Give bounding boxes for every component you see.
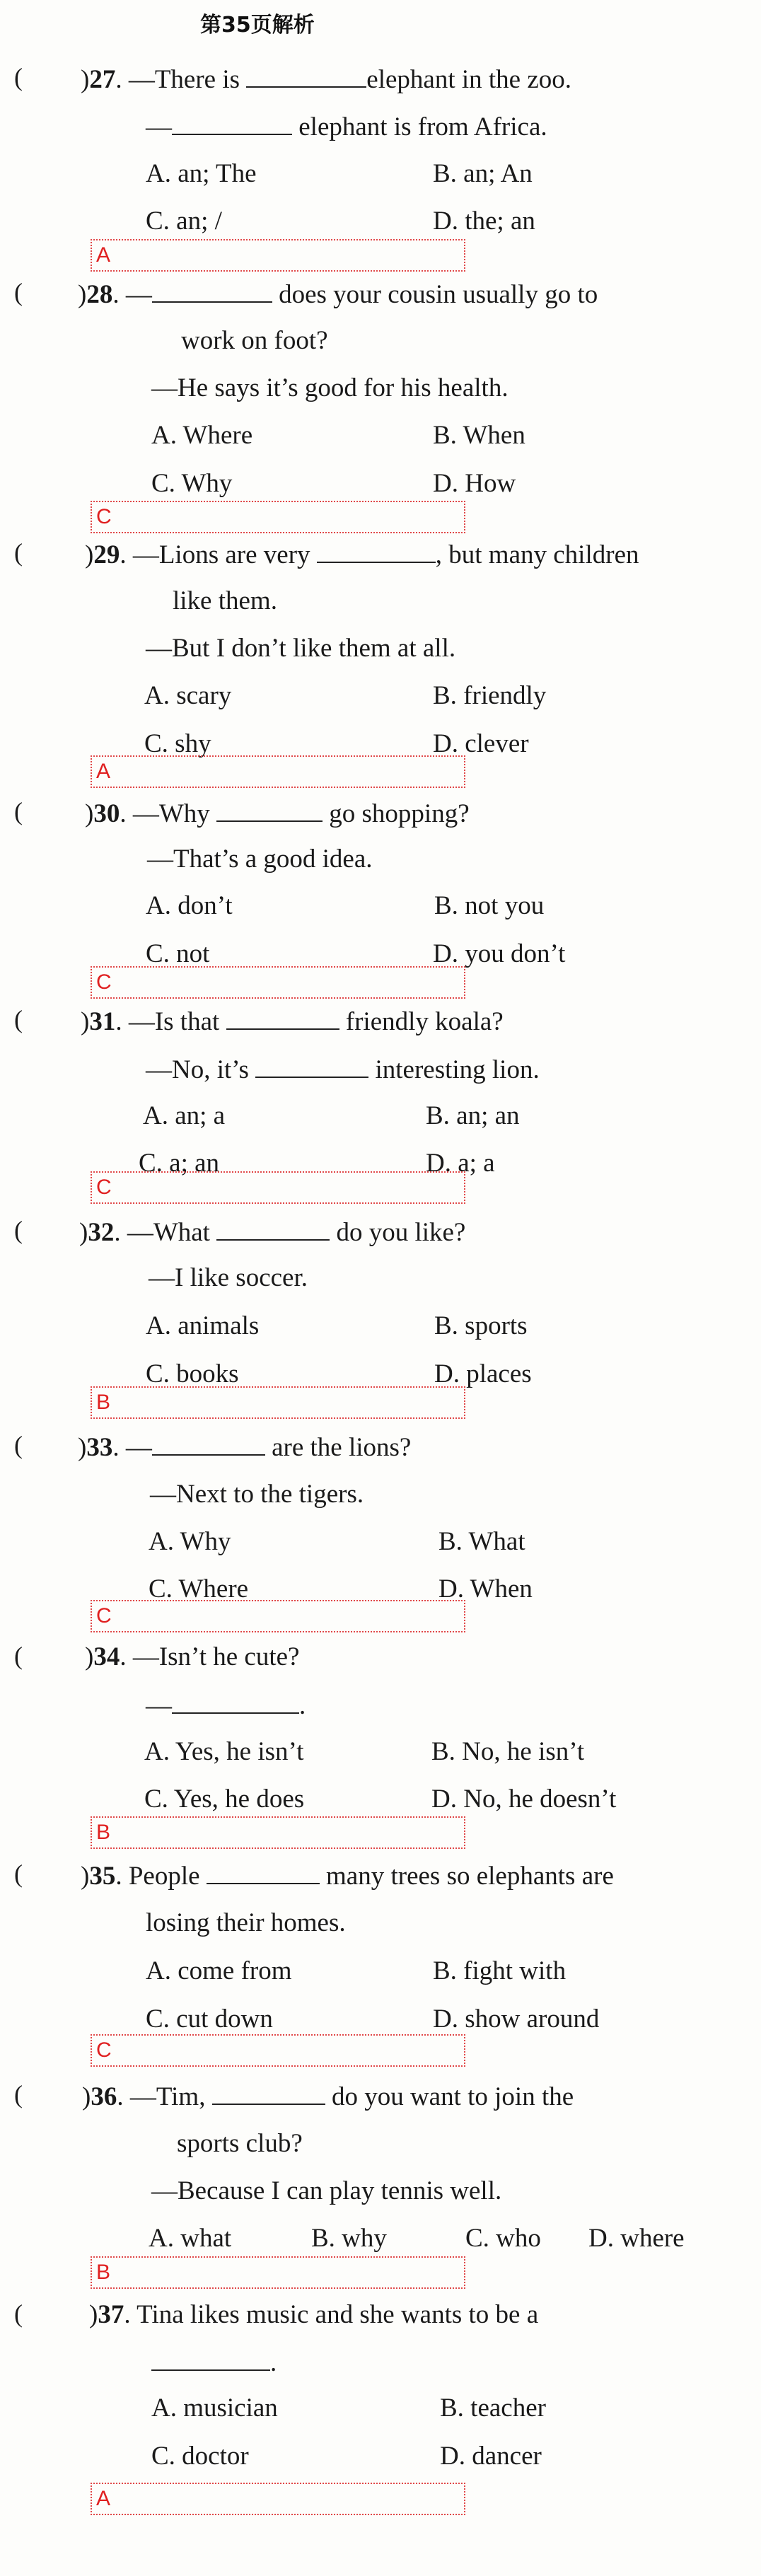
- question-line: work on foot?: [181, 326, 328, 355]
- answer-paren: (: [14, 1642, 23, 1670]
- answer-box: [91, 2034, 465, 2067]
- option-c: C. an; /: [146, 207, 222, 236]
- question-number: 27: [89, 65, 116, 94]
- answer-paren: (: [14, 538, 23, 567]
- question-line: )31. —Is that friendly koala?: [81, 1007, 504, 1036]
- option-c: C. Where: [149, 1574, 249, 1603]
- option-d: D. When: [438, 1574, 533, 1603]
- option-d: D. No, he doesn’t: [431, 1785, 617, 1814]
- option-d: D. show around: [433, 2004, 600, 2033]
- question-line: —I like soccer.: [149, 1263, 308, 1292]
- question-line: )33. — are the lions?: [78, 1433, 412, 1462]
- answer-box: [91, 2483, 465, 2515]
- blank: [216, 1218, 330, 1241]
- page-title: 第35页解析: [200, 13, 315, 37]
- question-line: sports club?: [177, 2129, 303, 2158]
- question-number: 35: [89, 1862, 116, 1891]
- answer-letter: C: [96, 1176, 112, 1199]
- option-a: A. Yes, he isn’t: [144, 1737, 304, 1766]
- question-line: )32. —What do you like?: [79, 1218, 466, 1247]
- option-b: B. friendly: [433, 681, 547, 710]
- option-b: B. fight with: [433, 1956, 567, 1985]
- question-line: —But I don’t like them at all.: [146, 634, 456, 663]
- question-line: )30. —Why go shopping?: [85, 799, 470, 828]
- option-c: C. doctor: [151, 2442, 249, 2471]
- option-a: A. musician: [151, 2394, 278, 2423]
- option-d: D. How: [433, 469, 516, 498]
- answer-box: [91, 501, 465, 533]
- answer-paren: (: [14, 278, 23, 306]
- blank: [246, 65, 366, 88]
- option-c: C. cut down: [146, 2004, 273, 2033]
- option-c: C. a; an: [139, 1149, 220, 1178]
- question-number: 29: [93, 540, 120, 569]
- question-line: )28. — does your cousin usually go to: [78, 280, 598, 309]
- answer-paren: (: [14, 1216, 23, 1244]
- question-line: )29. —Lions are very , but many children: [85, 540, 639, 569]
- answer-letter: B: [96, 2261, 111, 2284]
- option-b: B. why: [311, 2224, 387, 2253]
- question-line: —Because I can play tennis well.: [151, 2176, 502, 2205]
- question-number: 36: [91, 2082, 117, 2111]
- blank: [226, 1007, 339, 1030]
- answer-paren: (: [14, 2299, 23, 2328]
- question-line: )36. —Tim, do you want to join the: [82, 2082, 574, 2111]
- option-c: C. books: [146, 1359, 239, 1388]
- option-d: D. places: [434, 1359, 532, 1388]
- answer-letter: C: [96, 1604, 112, 1628]
- answer-letter: A: [96, 760, 111, 783]
- option-c: C. shy: [144, 729, 211, 758]
- option-a: A. what: [149, 2224, 232, 2253]
- question-line: — .: [146, 1691, 306, 1720]
- question-line: — elephant is from Africa.: [146, 112, 547, 141]
- question-line: )37. Tina likes music and she wants to be a: [89, 2300, 539, 2329]
- question-number: 32: [88, 1218, 115, 1247]
- option-d: D. dancer: [440, 2442, 542, 2471]
- option-d: D. you don’t: [433, 939, 566, 968]
- answer-letter: A: [96, 243, 111, 267]
- option-c: C. not: [146, 939, 210, 968]
- blank: [317, 540, 436, 563]
- option-a: A. Why: [149, 1527, 231, 1556]
- answer-box: [91, 1171, 465, 1204]
- option-a: A. Where: [151, 421, 253, 450]
- option-b: B. When: [433, 421, 525, 450]
- option-b: B. What: [438, 1527, 525, 1556]
- blank: [207, 1862, 320, 1884]
- blank: [151, 2348, 270, 2371]
- answer-box: [91, 1386, 465, 1419]
- answer-box: [91, 1816, 465, 1849]
- question-line: —That’s a good idea.: [147, 845, 373, 874]
- option-b: B. an; An: [433, 159, 533, 188]
- option-c: C. who: [465, 2224, 541, 2253]
- question-number: 37: [98, 2300, 124, 2329]
- option-d: D. the; an: [433, 207, 535, 236]
- answer-box: [91, 239, 465, 272]
- blank: [172, 112, 292, 135]
- question-line: .: [151, 2348, 277, 2376]
- option-b: B. an; an: [426, 1101, 520, 1130]
- answer-box: [91, 1600, 465, 1632]
- answer-box: [91, 2256, 465, 2289]
- option-a: A. an; The: [146, 159, 257, 188]
- answer-box: [91, 755, 465, 788]
- question-line: —He says it’s good for his health.: [151, 373, 509, 402]
- option-a: A. scary: [144, 681, 232, 710]
- answer-letter: A: [96, 2487, 111, 2510]
- answer-letter: B: [96, 1391, 111, 1414]
- blank: [255, 1055, 368, 1078]
- question-number: 28: [86, 280, 113, 309]
- answer-paren: (: [14, 63, 23, 91]
- blank: [212, 2082, 325, 2105]
- option-a: A. animals: [146, 1311, 260, 1340]
- option-b: B. teacher: [440, 2394, 546, 2423]
- blank: [152, 1433, 265, 1456]
- answer-letter: C: [96, 505, 112, 528]
- blank: [172, 1691, 299, 1714]
- question-line: like them.: [173, 586, 277, 615]
- option-a: A. an; a: [143, 1101, 226, 1130]
- option-c: C. Yes, he does: [144, 1785, 305, 1814]
- answer-paren: (: [14, 1860, 23, 1888]
- answer-letter: C: [96, 2038, 112, 2062]
- answer-paren: (: [14, 2080, 23, 2108]
- answer-paren: (: [14, 797, 23, 825]
- question-number: 31: [89, 1007, 116, 1036]
- answer-letter: C: [96, 970, 112, 994]
- option-a: A. come from: [146, 1956, 292, 1985]
- question-line: —Next to the tigers.: [150, 1480, 364, 1509]
- blank: [152, 280, 272, 303]
- question-number: 34: [93, 1642, 120, 1671]
- answer-paren: (: [14, 1005, 23, 1033]
- option-b: B. not you: [434, 891, 545, 920]
- option-b: B. sports: [434, 1311, 528, 1340]
- question-number: 33: [86, 1433, 113, 1462]
- option-d: D. clever: [433, 729, 529, 758]
- blank: [216, 799, 323, 822]
- answer-box: [91, 966, 465, 999]
- option-c: C. Why: [151, 469, 233, 498]
- option-b: B. No, he isn’t: [431, 1737, 585, 1766]
- question-line: )35. People many trees so elephants are: [81, 1862, 614, 1891]
- option-a: A. don’t: [146, 891, 233, 920]
- answer-paren: (: [14, 1431, 23, 1459]
- answer-letter: B: [96, 1821, 111, 1844]
- option-d: D. a; a: [426, 1149, 495, 1178]
- question-number: 30: [93, 799, 120, 828]
- question-line: losing their homes.: [146, 1908, 346, 1937]
- question-line: )27. —There is elephant in the zoo.: [81, 65, 572, 94]
- question-line: )34. —Isn’t he cute?: [85, 1642, 300, 1671]
- question-line: —No, it’s interesting lion.: [146, 1055, 540, 1084]
- option-d: D. where: [588, 2224, 685, 2253]
